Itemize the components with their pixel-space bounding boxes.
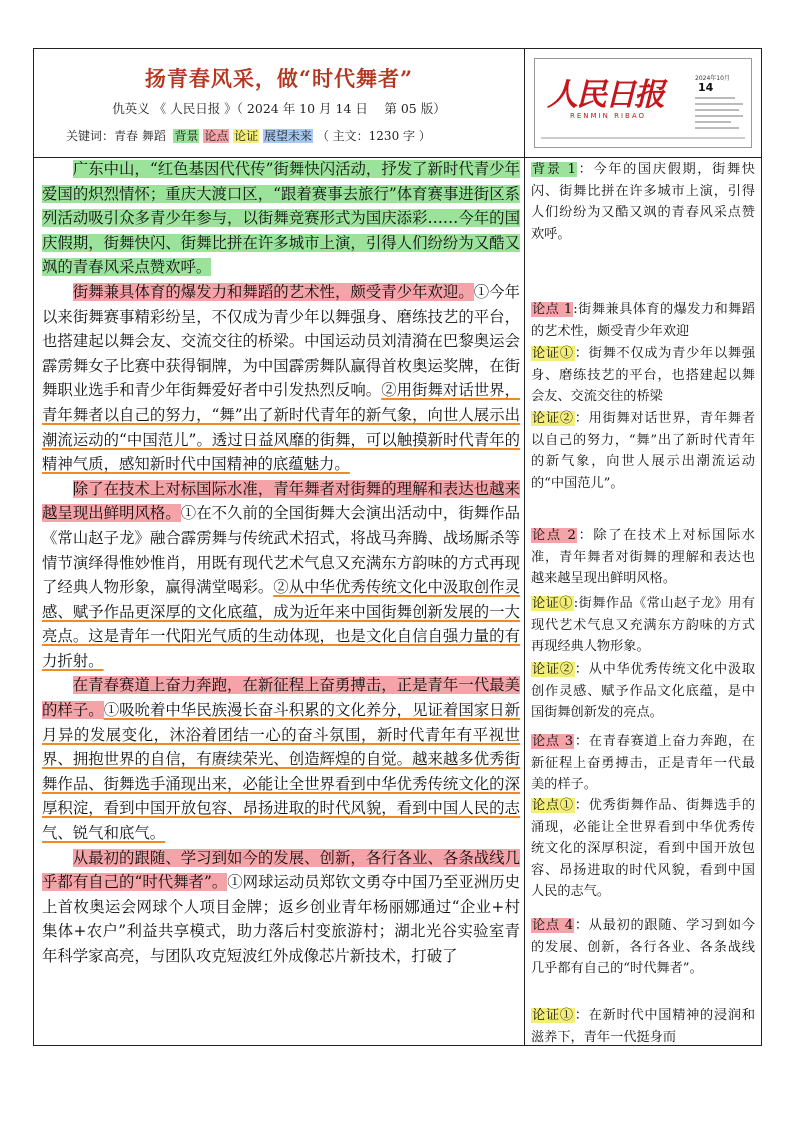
note-argument-4: [531, 915, 755, 980]
tag-background: 背景: [174, 129, 199, 143]
newspaper-text-line: [695, 109, 739, 111]
note-argument-3-1: [531, 795, 755, 903]
argument-sentence: 除了在技术上对标国际水准，青年舞者对街舞的理解和表达也越来越呈现出鲜明风格。: [42, 479, 520, 523]
note-evidence-1: [531, 343, 755, 408]
note-label: 论证①: [532, 596, 573, 611]
note-label: 论点 2: [532, 528, 576, 543]
paragraph-1: [42, 157, 520, 280]
byline: 仇英义 《 人民日报 》（ 2024 年 10 月 14 日 第 05 版）: [112, 101, 446, 116]
newspaper-logo-en: RENMIN RIBAO: [570, 112, 646, 120]
note-label: 论证①: [532, 346, 574, 361]
note-argument-2: [531, 525, 755, 590]
header: [34, 49, 761, 158]
note-text: :街舞作品《常山赵子龙》用有现代艺术气息又充满东方韵味的方式再现经典人物形象。: [531, 596, 755, 655]
evidence-text: ①网球运动员郑钦文勇夺中国乃至亚洲历史上首枚奥运会网球个人项目金牌；返乡创业青年杨丽娜通过“企业+村集体+农户”利益共享模式，助力落后村变旅游村；湖北光谷实验室青年科学家高亮，与团队攻克短波红外成像芯片新技术，打破了: [42, 873, 520, 965]
note-label: 论点 4: [532, 918, 574, 933]
paragraph-5: [42, 846, 520, 969]
note-label: 论点 1: [532, 302, 573, 317]
note-text: :街舞兼具体育的爆发力和舞蹈的艺术性，颇受青少年欢迎: [531, 302, 755, 339]
newspaper-text-line: [695, 127, 739, 129]
evidence-underlined: ②用街舞对话世界，青年舞者以自己的努力，“舞”出了新时代青年的新气象，向世人展示出潮流运动的“中国范儿”。透过日益风靡的街舞，可以触摸新时代青年的精神气质，感知新时代中国精神的底蕴魅力。: [42, 381, 520, 474]
evidence-underlined: ②从中华优秀传统文化中汲取创作灵感、赋予作品更深厚的文化底蕴，成为近年来中国街舞创新发展的一大亮点。这是青年一代阳光气质的生动体现，也是文化自信自强力量的有力折射。: [42, 578, 520, 670]
note-label: 背景 1: [532, 162, 576, 177]
note-text: ：除了在技术上对标国际水准，青年舞者对街舞的理解和表达也越来越呈现出鲜明风格。: [531, 528, 755, 587]
note-label: 论点 3: [532, 734, 574, 749]
evidence-underlined: ①吸吮着中华民族漫长奋斗积累的文化养分，见证着国家日新月异的发展变化，沐浴着团结一心的奋斗氛围，新时代青年有平视世界、拥抱世界的自信，有赓续荣光、创造辉煌的自觉。越来越多优秀街舞作品、街舞选手涌现出来，必能让全世界看到中华优秀传统文化的深厚积淀，看到中国开放包容、昂扬进取的时代风貌，看到中国人民的志气、锐气和底气。: [42, 701, 520, 843]
keywords-line: [66, 127, 431, 144]
keywords-prefix: 关键词：青春 舞蹈: [66, 129, 166, 143]
newspaper-footer-line: [541, 137, 745, 139]
newspaper-text-line: [695, 115, 743, 117]
word-count: （ 主文：1230 字 ）: [316, 129, 431, 143]
newspaper-page: 14: [698, 81, 714, 94]
paragraph-3: [42, 477, 520, 674]
evidence-text: ①在不久前的全国街舞大会演出活动中，街舞作品《常山赵子龙》融合霹雳舞与传统武术招式，将战马奔腾、战场厮杀等情节演绎得惟妙惟肖，用既有现代艺术气息又充满东方韵味的方式再现了经典人物形象，赢得满堂喝彩。: [42, 504, 520, 597]
note-evidence-5: [531, 1005, 755, 1048]
note-evidence-4: [531, 659, 755, 724]
newspaper-logo: 人民日报: [547, 77, 663, 113]
note-text: ：在新时代中国精神的浸润和滋养下，青年一代挺身而: [531, 1008, 756, 1045]
newspaper-text-line: [695, 97, 735, 99]
note-evidence-2: [531, 408, 755, 494]
note-label: 论证②: [532, 662, 574, 677]
paragraph-2: [42, 280, 520, 477]
newspaper-text-line: [695, 103, 743, 105]
notes-column: [525, 157, 761, 1045]
note-text: ：今年的国庆假期，街舞快闪、街舞比拼在许多城市上演，引得人们纷纷为又酷又飒的青春风采点赞欢呼。: [531, 162, 755, 242]
article-column: [34, 157, 525, 1045]
note-label: 论证①: [532, 1008, 574, 1023]
background-sentence: 广东中山，“红色基因代代传”街舞快闪活动，抒发了新时代青少年爱国的炽烈情怀；重庆大渡口区，“跟着赛事去旅行”体育赛事进街区系列活动吸引众多青少年参与，以街舞竞赛形式为国庆添彩……今年的国庆假期，街舞快闪、街舞比拼在许多城市上演，引得人们纷纷为又酷又飒的青春风采点赞欢呼。: [42, 160, 520, 277]
note-argument-1: [531, 299, 755, 342]
paragraph-4: [42, 673, 520, 845]
note-background-1: [531, 159, 755, 245]
note-text: ：优秀街舞作品、街舞选手的涌现，必能让全世界看到中华优秀传统文化的深厚积淀，看到中国开放包容、昂扬进取的时代风貌，看到中国人民的志气。: [531, 798, 756, 900]
document-frame: [33, 48, 762, 1046]
note-text: ：从最初的跟随、学习到如今的发展、创新，各行各业、各条战线几乎都有自己的“时代舞者”。: [531, 918, 755, 977]
argument-sentence: 从最初的跟随、学习到如今的发展、创新，各行各业、各条战线几乎都有自己的“时代舞者”。: [42, 848, 520, 892]
newspaper-text-line: [695, 121, 731, 123]
article-text: [42, 157, 520, 969]
argument-sentence: 在青春赛道上奋力奔跑，在新征程上奋勇搏击，正是青年一代最美的样子。: [42, 676, 520, 720]
page-title: 扬青春风采，做“时代舞者”: [144, 66, 414, 91]
note-text: ：在青春赛道上奋力奔跑，在新征程上奋勇搏击，正是青年一代最美的样子。: [531, 734, 755, 793]
header-info: [34, 49, 525, 157]
tag-argument: 论点: [204, 129, 229, 143]
content-area: [34, 157, 761, 1045]
newspaper-thumbnail: [534, 58, 752, 148]
note-text: ：街舞不仅成为青少年以舞强身、磨练技艺的平台，也搭建起以舞会友、交流交往的桥梁: [531, 346, 756, 405]
note-evidence-3: [531, 593, 755, 658]
note-label: 论证②: [532, 411, 574, 426]
note-text: ：从中华优秀传统文化中汲取创作灵感、赋予作品文化底蕴，是中国街舞创新发的亮点。: [531, 662, 756, 721]
note-argument-3: [531, 731, 755, 796]
argument-sentence: 街舞兼具体育的爆发力和舞蹈的艺术性，颇受青少年欢迎。: [72, 282, 474, 301]
note-label: 论点①: [532, 798, 574, 813]
tag-outlook: 展望未来: [264, 129, 313, 143]
evidence-text: ①今年以来街舞赛事精彩纷呈，不仅成为青少年以舞强身、磨练技艺的平台，也搭建起以舞会友、交流交往的桥梁。中国运动员刘清漪在巴黎奥运会霹雳舞女子比赛中获得铜牌，为中国霹雳舞队赢得首枚奥运奖牌，在街舞职业选手和青少年街舞爱好者中引发热烈反响。: [42, 282, 520, 400]
note-text: ：用街舞对话世界，青年舞者以自己的努力，“舞”出了新时代青年的新气象，向世人展示出潮流运动的“中国范儿”。: [531, 411, 756, 491]
newspaper-date: 2024年10月: [695, 75, 730, 82]
tag-evidence: 论证: [234, 129, 259, 143]
